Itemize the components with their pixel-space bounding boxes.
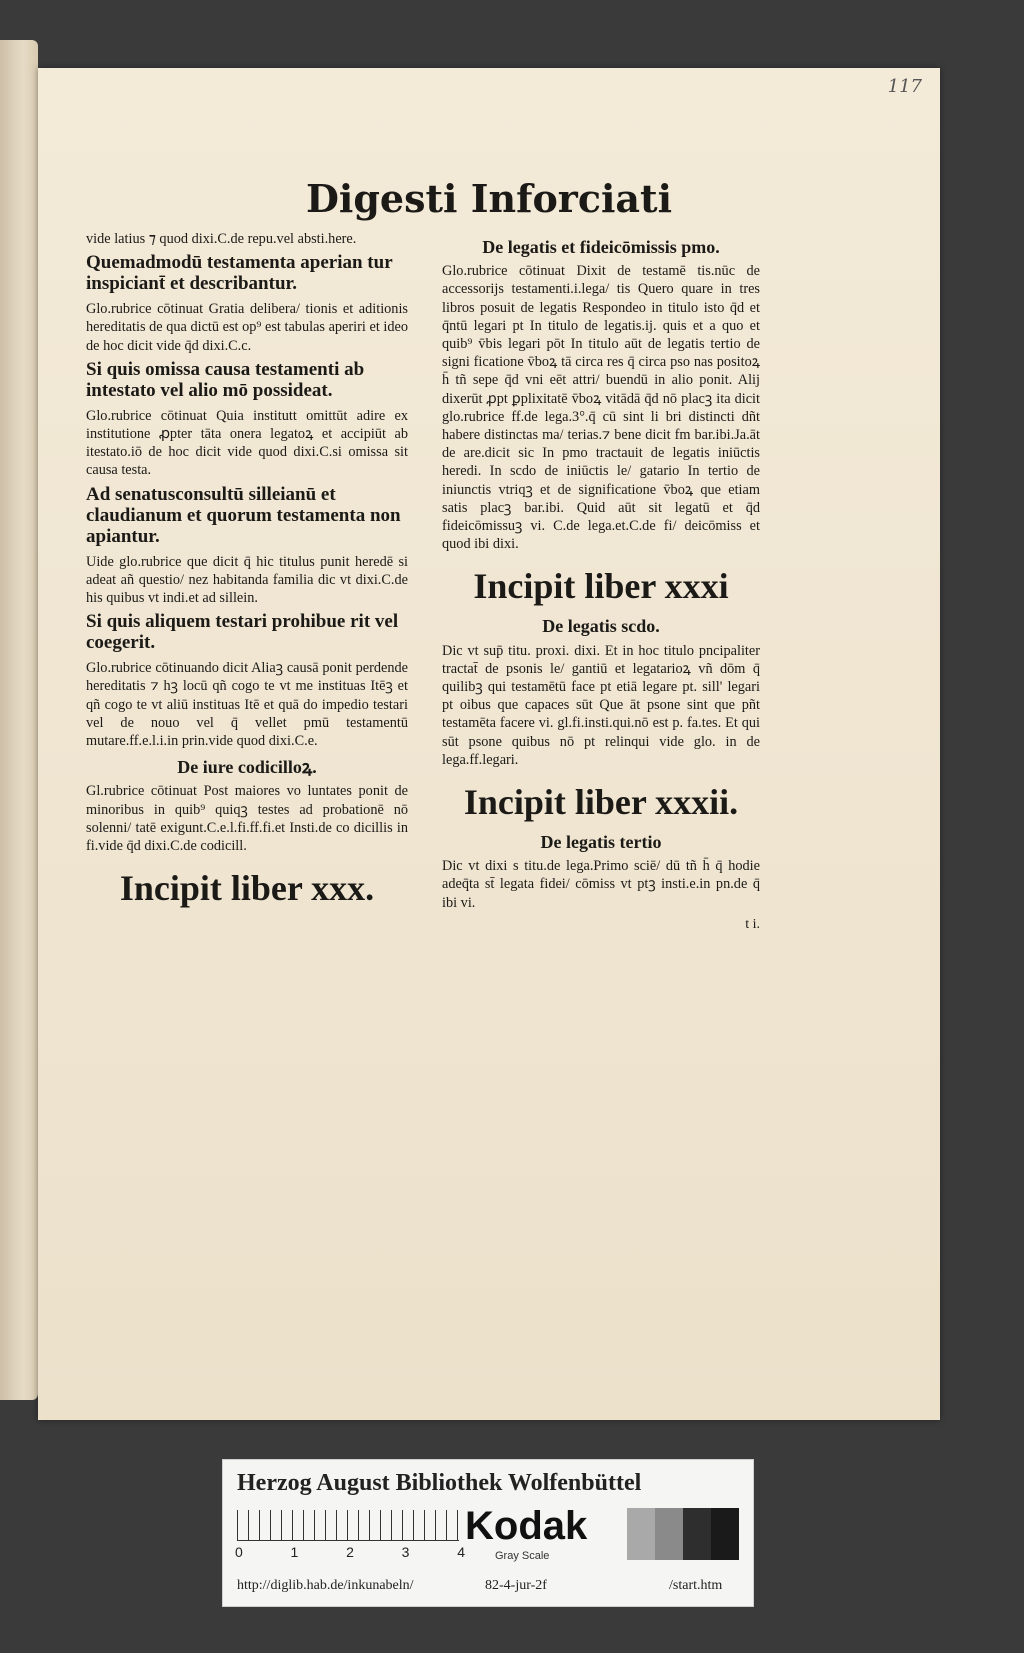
p-block: Glo.rubrice cōtinuat Dixit de testamē tis.nūc de accessorijs testamenti.i.lega/ tis Quero quare in tres libros posuit de legatis Respondeo in titulo isto q̄d et q̄ntū legari pt In titulo de legatis.ij. quis et a quo et quib⁹ v̄bis legari pōt In titulo aūt de legatis tertio de signi ficatione v̄boꝝ tā circa res q̄ circa pso nas positoꝝ h̄ tñ sepe q̄d vni eēt attri/ buendū in alio ponit. Alij dixerūt ꝓpt ꝑplixitatē v̄boꝝ vitādā q̄d nō placꝫ ita dicit glo.rubrice ff.de lega.3°.q̄ cū sint li bri distincti dñt habere distinctas ma/ terias.⁊ bene dicit fm bar.ibi.Ja.āt de are.dicit sic In pmo tractauit de legatis iniūctis heredi. In scdo de iniūctis le/ gatario In tertio de iniunctis vtriqꝫ et de significatione v̄boꝝ que etiam satis placꝫ bar.ibi. Quid aūt sit legatū et q̄d fideicōmissuꝫ vi. C.de lega.et.C.de fi/ deicōmiss et quod ibi dixi. — [442, 263, 760, 553]
manuscript-page — [38, 68, 940, 1420]
p-block: Glo.rubrice cōtinuat Gratia delibera/ tionis et aditionis hereditatis de qua dictū est op⁹ est tabulas aperiri et ideo de hoc dicit vide q̄d dixi.C.c. — [86, 301, 408, 354]
incipit-block: Incipit liber xxxii. — [463, 782, 739, 823]
library-name: Herzog August Bibliothek Wolfenbüttel — [237, 1470, 642, 1496]
gray-swatch — [627, 1508, 655, 1560]
right-text-column — [442, 230, 760, 934]
p-block: Glo.rubrice cōtinuando dicit Aliaꝫ causā ponit perdende hereditatis ⁊ hꝫ locū qñ cogo te vt me instituas Itēꝫ et qñ cogo te vt aliū instituas Itē et quā do impedio testari vel de nouo vel q̄ vellet pmū testamentū mutare.ff.e.l.i.in prin.vide quod dixi.C.e. — [86, 660, 408, 750]
ruler-number: 1 — [290, 1544, 299, 1560]
catch-block: t i. — [745, 916, 760, 932]
ruler-number: 4 — [457, 1544, 465, 1560]
p-block: Dic vt dixi s titu.de lega.Primo sciē/ dū tñ h̄ q̄ hodie adeq̄ta st̄ legata fidei/ cōmiss vt ptꝫ insti.e.in pn.de q̄ ibi vi. — [442, 858, 760, 911]
running-head: Digesti Inforciati — [305, 176, 673, 221]
folio-number: 117 — [887, 76, 922, 97]
p-block: vide latius ⁊ quod dixi.C.de repu.vel absti.here. — [86, 231, 357, 247]
p-block: Gl.rubrice cōtinuat Post maiores vo luntates ponit de minoribus in quib⁹ quiqꝫ testes ad probationē nō solenni/ tatē exigunt.C.e.l.fi.ff.fi.et Insti.de co dicillis in fi.vide q̄d dixi.C.de codicill. — [86, 783, 408, 855]
color-reference-strip — [222, 1459, 754, 1607]
rubric-block: Quemadmodū testamenta aperian tur inspiciant̄ et describantur. — [86, 252, 393, 295]
left-text-column — [86, 230, 408, 919]
subhead-block: De iure codicilloꝝ. — [177, 757, 317, 778]
digital-library-url[interactable]: http://diglib.hab.de/inkunabeln/ — [237, 1578, 414, 1593]
ruler-number: 0 — [235, 1544, 243, 1560]
ruler-numbers — [235, 1544, 465, 1560]
subhead-block: De legatis scdo. — [542, 616, 660, 637]
incipit-block: Incipit liber xxxi — [473, 566, 729, 607]
subhead-block: De legatis tertio — [540, 832, 662, 853]
gray-swatch — [711, 1508, 739, 1560]
gray-swatch — [683, 1508, 711, 1560]
rubric-block: Ad senatusconsultū silleianū et claudianum et quorum testamenta non apiantur. — [86, 483, 401, 547]
shelfmark: 82-4-jur-2f — [485, 1578, 547, 1593]
p-block: Glo.rubrice cōtinuat Quia institutt omittūt adire ex institutione ꝓpter tāta onera legatoꝝ et accipiūt ab itestato.iō de hoc dicit vide quod dixi.C.si omissa sit causa testa. — [86, 407, 408, 479]
gray-swatches — [627, 1508, 739, 1560]
gray-scale-label: Gray Scale — [495, 1550, 550, 1562]
ruler-number: 2 — [346, 1544, 354, 1560]
kodak-logo: Kodak — [465, 1504, 588, 1548]
ruler-number: 3 — [401, 1544, 410, 1560]
incipit-block: Incipit liber xxx. — [119, 868, 375, 909]
measurement-ruler — [237, 1510, 459, 1541]
gray-swatch — [655, 1508, 683, 1560]
subhead-block: De legatis et fideicōmissis pmo. — [482, 237, 720, 257]
rubric-block: Si quis omissa causa testamenti ab intestato vel alio mō possideat. — [86, 358, 365, 401]
p-block: Dic vt sup̄ titu. proxi. dixi. Et in hoc titulo pncipaliter tractat̄ de psonis le/ gantiū et legatarioꝝ vñ dōm q̄ quilibꝫ qui testamētū face pt etiā legare pt. sill' legari pt oibus que capaces sūt Que āt psone sint que pñt testamēta facere vi. gl.fi.insti.qui.nō est p. fa.tes. Et qui sūt psone quibus nō pt relinqui vide glo. in de lega.ff.legari. — [442, 642, 760, 768]
start-link[interactable]: /start.htm — [669, 1578, 723, 1593]
facing-page-edge — [0, 40, 38, 1400]
p-block: Uide glo.rubrice que dicit q̄ hic titulus punit heredē si adeat añ questio/ nez habitanda familia dic vt dixi.C.de his quibus vt indi.et ad sillein. — [86, 553, 408, 607]
rubric-block: Si quis aliquem testari prohibue rit vel coegerit. — [86, 611, 399, 654]
